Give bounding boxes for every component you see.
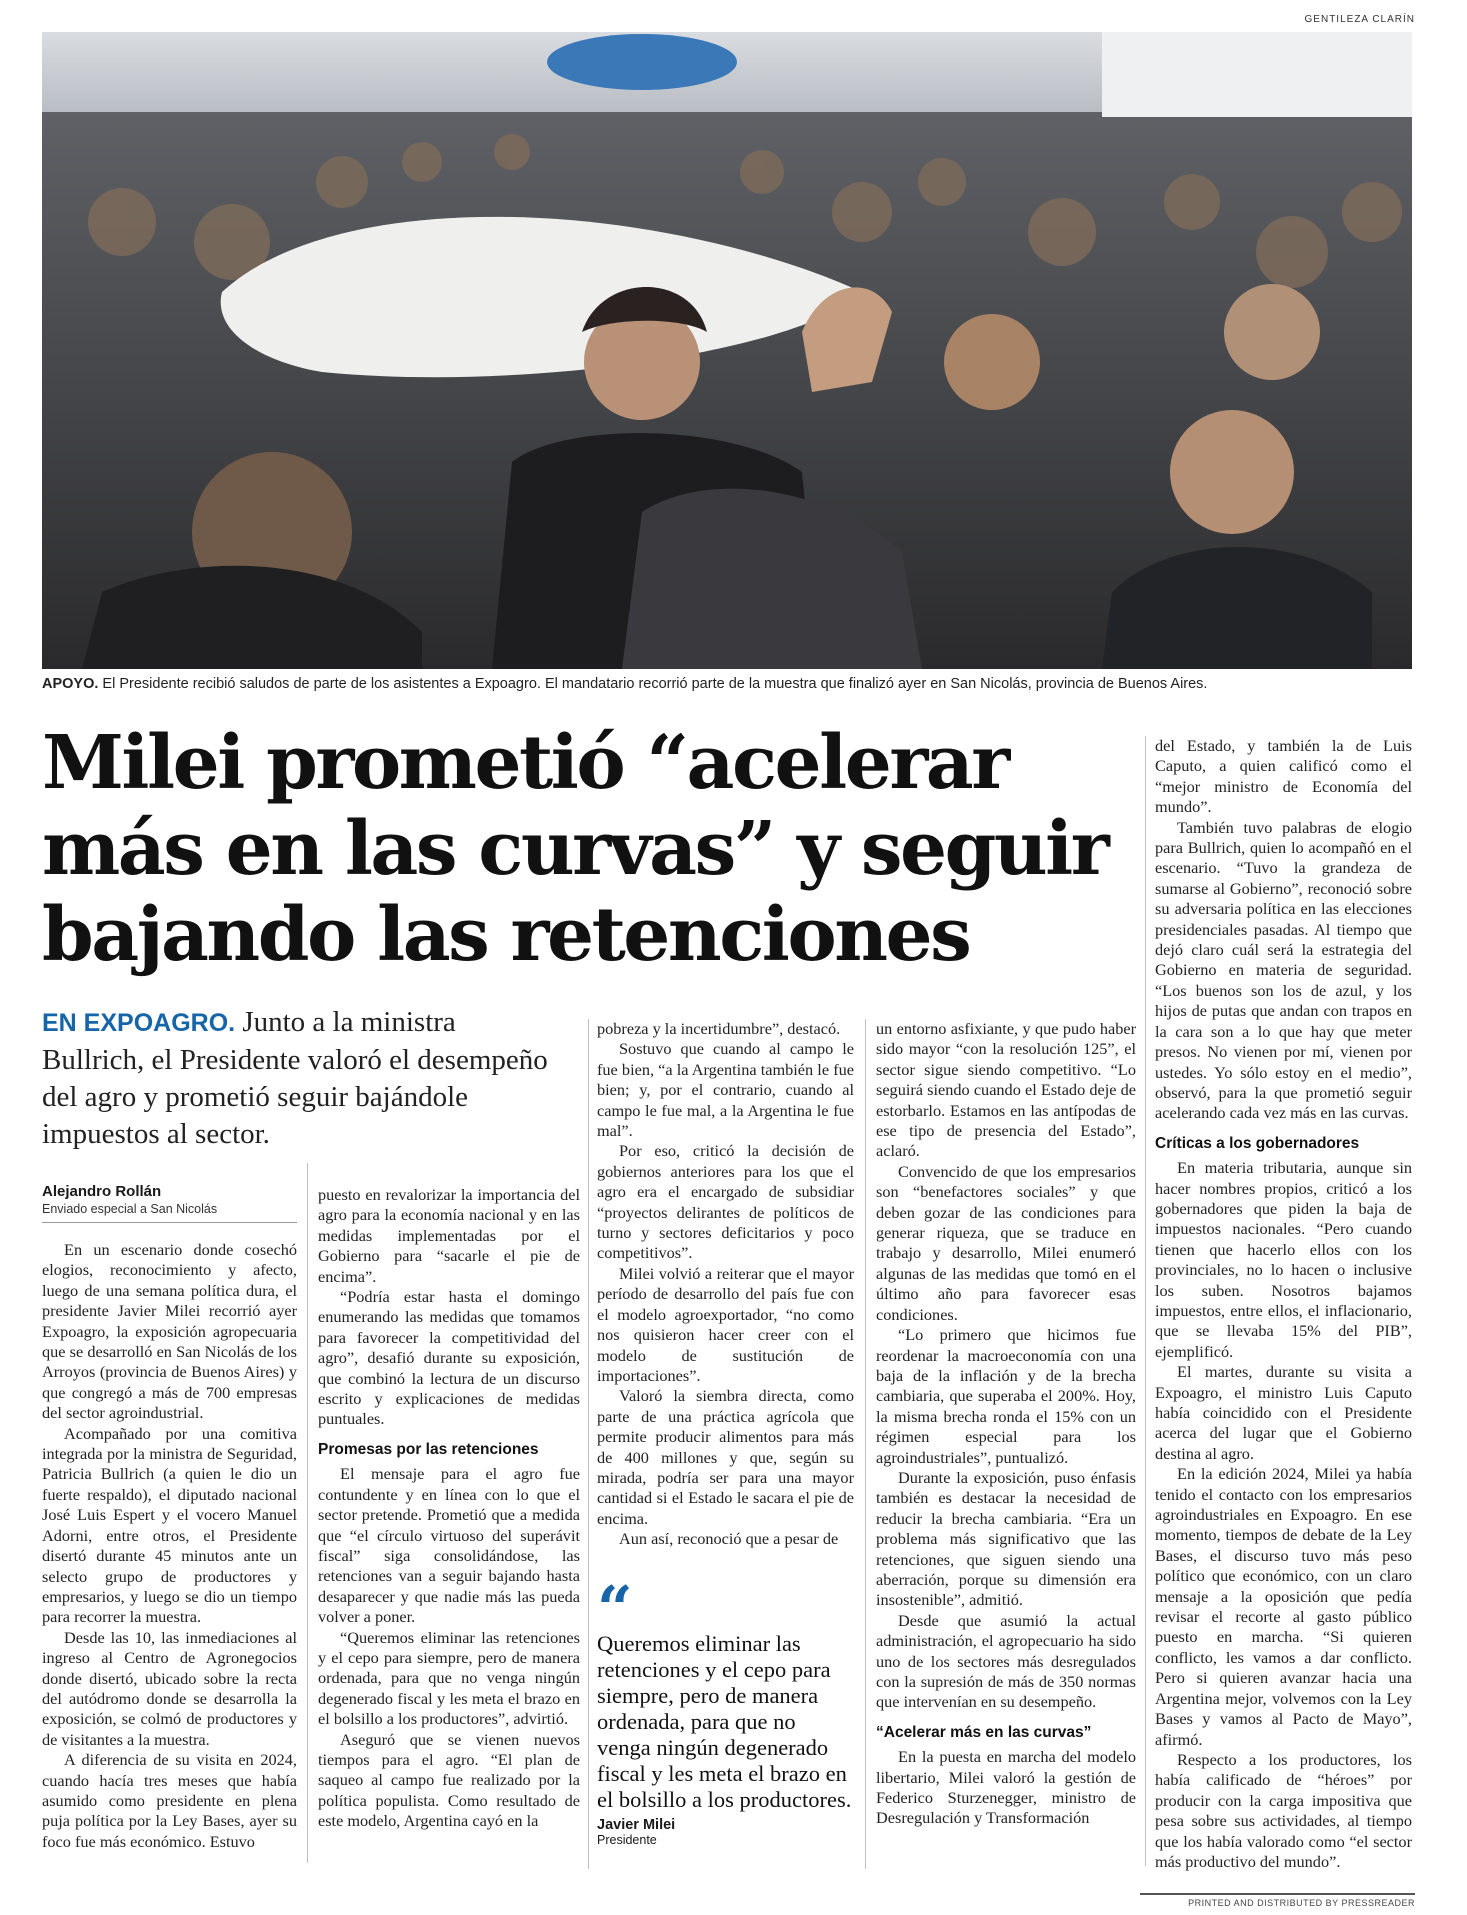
paragraph: En un escenario donde cosechó elogios, reconocimiento y afecto, luego de una semana política dura, el presidente Javier Milei recorrió ayer Expoagro, la exposición agropecuaria que se desarrolló en San Nicolás de los Arroyos (provincia de Buenos Aires) y que congregó a más de 700 empresas del sector agroindustrial. — [42, 1240, 297, 1423]
lead-text: Junto a la ministra Bullrich, el Presidente valoró el desempeño del agro y prometió seguir bajándole impuestos al sector. — [42, 1006, 548, 1150]
crowd-photo-icon — [42, 32, 1412, 669]
body-column-2 — [318, 1185, 580, 1832]
paragraph: del Estado, y también la de Luis Caputo, a quien calificó como el “mejor ministro de Economía del mundo”. — [1155, 736, 1412, 817]
caption-kicker: APOYO. — [42, 676, 99, 692]
quote-text: Queremos eliminar las retenciones y el cepo para siempre, pero de manera ordenada, para que no venga ningún degenerado fiscal y les meta el brazo en el bolsillo a los productores. — [597, 1631, 852, 1812]
subheading: “Acelerar más en las curvas” — [876, 1723, 1092, 1741]
paragraph: Desde que asumió la actual administración, el agropecuario ha sido uno de los sectores más desregulados con la supresión de más de 350 normas que intervenían en su desempeño. — [876, 1610, 1136, 1712]
paragraph: El martes, durante su visita a Expoagro, el ministro Luis Caputo había coincidido con el Presidente acerca del lugar que el Gobierno destina al agro. — [1155, 1362, 1412, 1463]
paragraph: Durante la exposición, puso énfasis también es destacar la necesidad de reducir la brecha cambiaria. “Era un problema más significativo que las retenciones, que siguen siendo una aberración, porque su dimensión era insostenible”, admitió. — [876, 1467, 1136, 1610]
paragraph: Acompañado por una comitiva integrada por la ministra de Seguridad, Patricia Bullrich (a quien le dio un fuerte respaldo), el diputado nacional José Luis Espert y el vocero Manuel Adorni, entre otros, el Presidente disertó durante 45 minutos ante un selecto grupo de productores y empresarios, y luego se dio un tiempo para recorrer la muestra. — [42, 1423, 297, 1627]
photo-caption — [42, 676, 1412, 692]
headline: Milei prometió “acelerar más en las curvas” y seguir bajando las retenciones — [42, 720, 1108, 978]
paragraph: puesto en revalorizar la importancia del agro para la economía nacional y en las medidas implementadas por el Gobierno para “sacarle el pie de encima”. — [318, 1185, 580, 1286]
byline-rule — [42, 1222, 297, 1223]
paragraph: Respecto a los productores, los había calificado de “héroes” por producir con la carga impositiva que pesa sobre sus actividades, al tiempo que los había valorado como “el sector más productivo del mundo”. — [1155, 1749, 1412, 1871]
paragraph: Por eso, criticó la decisión de gobiernos anteriores para los que el agro era el encargado de subsidiar “proyectos delirantes de políticos de turno y sectores deficitarios y poco competitivos”. — [597, 1141, 854, 1263]
paragraph: Aun así, reconoció que a pesar de — [619, 1529, 839, 1549]
lead-summary — [42, 1004, 562, 1153]
body-column-3 — [597, 1019, 854, 1550]
paragraph: Aseguró que se vienen nuevos tiempos para el agro. “El plan de saqueo al campo fue realizado por la política populista. Como resultado de este modelo, Argentina cayó en la — [318, 1729, 580, 1831]
column-divider — [865, 1019, 866, 1869]
subheading: Promesas por las retenciones — [318, 1440, 539, 1458]
paragraph: También tuvo palabras de elogio para Bullrich, quien lo acompañó en el escenario. “Tuvo la grandeza de sumarse al Gobierno”, reconoció sobre su adversaria política en las elecciones presidenciales pasadas. Al tiempo que dejó claro cuál será la estrategia del Gobierno en materia de seguridad. “Los buenos son los de azul, y los hijos de putas que andan con trapos en la cara son a lo que hay que meter presos. No vienen por mí, vienen por ustedes. Yo sólo estoy en el medio”, observó, para la que prometió seguir acelerando cada vez más en las curvas. — [1155, 817, 1412, 1123]
paragraph: Sostuvo que cuando al campo le fue bien, “a la Argentina también le fue bien; y, por el contrario, cuando al campo le fue mal, a la Argentina le fue mal”. — [597, 1039, 854, 1141]
paragraph: “Lo primero que hicimos fue reordenar la macroeconomía con una baja de la inflación y de la brecha cambiaria, que superaba el 200%. Hoy, la misma brecha ronda el 15% con un régimen especial para los agroindustriales”, puntualizó. — [876, 1325, 1136, 1467]
body-column-5 — [1155, 736, 1412, 1872]
lead-kicker: EN EXPOAGRO. — [42, 1009, 236, 1037]
quote-author: Javier Milei — [597, 1817, 676, 1833]
paragraph: pobreza y la incertidumbre”, destacó. — [597, 1019, 841, 1038]
footer-notice: PRINTED AND DISTRIBUTED BY PRESSREADER — [1188, 1898, 1415, 1908]
paragraph: un entorno asfixiante, y que pudo haber sido mayor “con la resolución 125”, el sector sigue siendo competitivo. “Lo seguirá siendo cuando el Estado deje de estorbarlo. Estamos en las antípodas de ese tipo de presencia del Estado”, aclaró. — [876, 1019, 1136, 1161]
column-divider — [588, 1019, 589, 1869]
byline — [42, 1183, 297, 1223]
paragraph: “Queremos eliminar las retenciones y el cepo para siempre, pero de manera ordenada, para que no venga ningún degenerado fiscal y les meta el brazo en el bolsillo a los productores”, advirtió. — [318, 1627, 580, 1729]
paragraph: A diferencia de su visita en 2024, cuando hacía tres meses que había asumido como presidente en plena puja política por la Ley Bases, ayer su foco fue más económico. Estuvo — [42, 1750, 297, 1851]
paragraph: Desde las 10, las inmediaciones al ingreso al Centro de Agronegocios donde disertó, ubicado sobre la recta del autódromo donde se desarrolla la exposición, se colmó de productores y de visitantes a la muestra. — [42, 1627, 297, 1749]
paragraph: Milei volvió a reiterar que el mayor período de desarrollo del país fue con el modelo agroexportador, “no como nos quisieron hacer creer con el modelo de sustitución de importaciones”. — [597, 1263, 854, 1385]
subheading: Críticas a los gobernadores — [1155, 1134, 1360, 1152]
body-column-1 — [42, 1240, 297, 1852]
footer-rule — [1140, 1893, 1415, 1895]
paragraph: En la edición 2024, Milei ya había tenido el contacto con los empresarios agroindustriales en Expoagro. En ese momento, tiempos de debate de la Ley Bases, el discurso tuvo más peso político que económico, con un claro mensaje a la oposición que pedía revisar el recorte al gasto público puesto en marcha. “Si quieren conflicto, les vamos a dar conflicto. Pero si quieren avanzar hacia una Argentina mejor, volvemos con la Ley Bases y vamos al Pacto de Mayo”, afirmó. — [1155, 1464, 1412, 1749]
pull-quote — [597, 1572, 854, 1847]
author-name: Alejandro Rollán — [42, 1183, 162, 1200]
column-divider — [1145, 736, 1146, 1866]
paragraph: Valoró la siembra directa, como parte de una práctica agrícola que permite producir alimentos para más de 400 millones y que, según su mirada, podría ser para una mayor cantidad si el Estado le sacara el pie de encima. — [597, 1386, 854, 1528]
lead-photo — [42, 32, 1412, 669]
column-divider — [307, 1163, 308, 1863]
paragraph: Convencido de que los empresarios son “benefactores sociales” y que deben gozar de las condiciones para generar riqueza, que se traduce en trabajo y desarrollo, Milei enumeró algunas de las medidas que tomó en el último año para favorecer esas condiciones. — [876, 1161, 1136, 1324]
photo-credit: GENTILEZA CLARÍN — [1304, 14, 1415, 25]
paragraph: En materia tributaria, aunque sin hacer nombres propios, criticó a los gobernadores que piden la baja de impuestos nacionales. “Pero cuando tienen que hacerlo ellos con los provinciales, no lo hacen o inclusive los suben. Nosotros bajamos impuestos, entre ellos, el inflacionario, que se llevaba 15% del PIB”, ejemplificó. — [1155, 1158, 1412, 1361]
body-column-4 — [876, 1019, 1136, 1829]
author-role: Enviado especial a San Nicolás — [42, 1202, 218, 1216]
paragraph: “Podría estar hasta el domingo enumerando las medidas que tomamos para favorecer la competitividad del agro”, desafió durante su exposición, que combinó la lectura de un discurso escrito y explicaciones de medidas puntuales. — [318, 1287, 580, 1429]
paragraph: En la puesta en marcha del modelo libertario, Milei valoró la gestión de Federico Sturzenegger, ministro de Desregulación y Transformación — [876, 1747, 1136, 1828]
quote-mark-icon: “ — [597, 1572, 633, 1645]
paragraph: El mensaje para el agro fue contundente y en línea con lo que el sector pretende. Prometió que a medida que “el círculo virtuoso del superávit fiscal” siga consolidándose, las retenciones van a seguir bajando hasta desaparecer y que nadie más las pueda volver a poner. — [318, 1464, 580, 1627]
quote-author-role: Presidente — [597, 1833, 657, 1847]
caption-text: El Presidente recibió saludos de parte de los asistentes a Expoagro. El mandatario recorrió parte de la muestra que finalizó ayer en San Nicolás, provincia de Buenos Aires. — [98, 676, 1208, 692]
